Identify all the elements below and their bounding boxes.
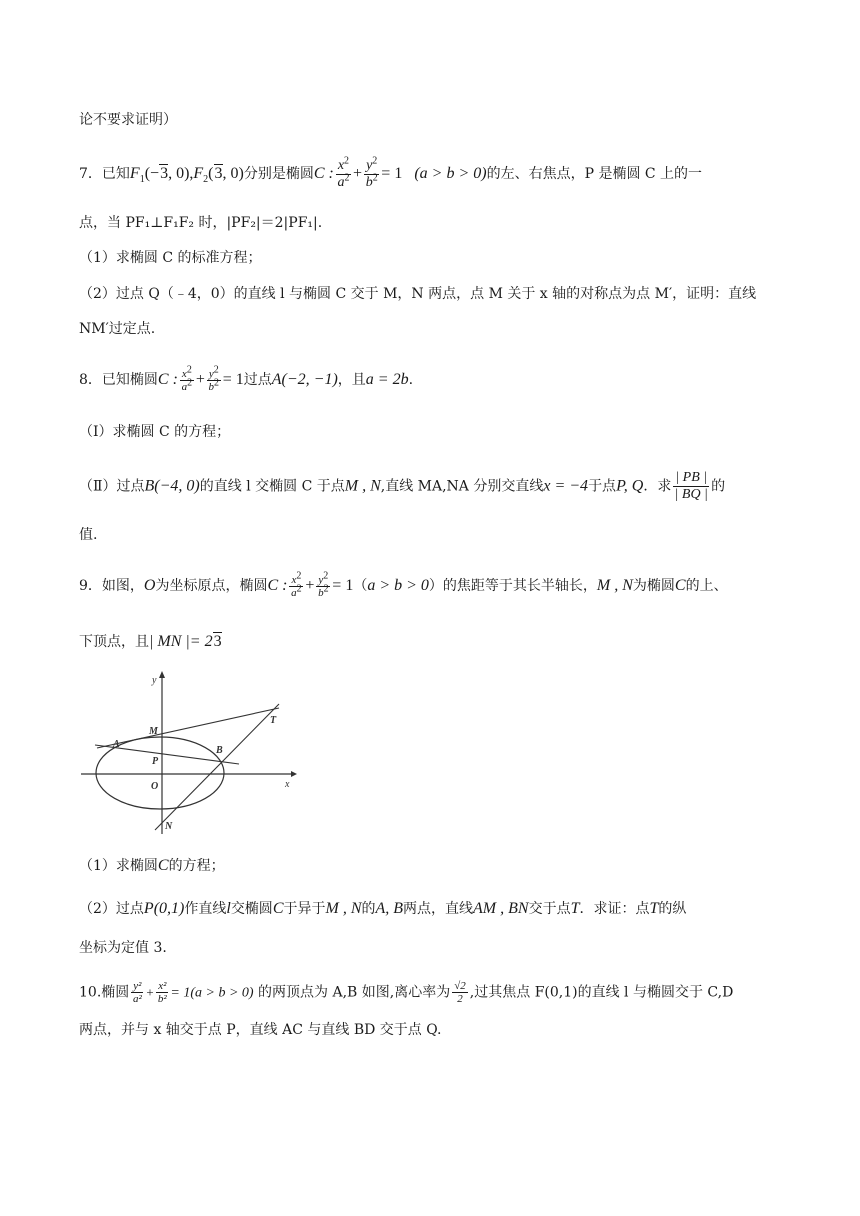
text: 的直线 l 交椭圆 C 于点 xyxy=(199,478,345,495)
text: （2）过点 Q（﹣4，0）的直线 l 与椭圆 C 交于 M，N 两点，点 M 关于 x 轴的对称点为点 M′，证明：直线 xyxy=(79,286,757,302)
text: 为椭圆 xyxy=(632,578,675,595)
math-pq: P, Q xyxy=(616,477,644,495)
label-y: y xyxy=(152,675,157,686)
q7-line2 xyxy=(79,212,322,234)
q7-line1 xyxy=(79,155,703,191)
text: （Ⅰ）求椭圆 C 的方程； xyxy=(79,424,231,440)
math-o: O xyxy=(143,577,156,595)
q9-part2-cont xyxy=(79,937,167,959)
q8-part2-cont xyxy=(79,524,97,546)
text: ,过其焦点 F(0,1)的直线 l 与椭圆交于 C,D xyxy=(469,984,734,1001)
text: 交于点 xyxy=(528,901,571,917)
math-mn: M , N xyxy=(596,577,633,595)
text: 分别是椭圆 xyxy=(243,166,314,183)
math-f1: $F_1(-3$, $0),F_2(3$, 0) xyxy=(129,165,244,186)
text: 交椭圆 xyxy=(230,901,273,917)
math-ellipse: C : $\frac{x^2}{a^2}$ + $\frac{y^2}{b^2}$ = 1 (a > b > 0) xyxy=(313,155,487,190)
text: ，且 xyxy=(337,372,366,389)
text: （ xyxy=(353,578,368,595)
q9-part2 xyxy=(79,898,686,920)
math-mn-length: | MN |= 23 xyxy=(149,633,222,650)
text: 10.椭圆 xyxy=(79,984,130,1001)
text: 为坐标原点，椭圆 xyxy=(155,578,268,595)
text: 的 xyxy=(711,478,726,495)
math-mn: M , N xyxy=(344,477,381,495)
text: 于异于 xyxy=(283,901,326,917)
ellipse-figure xyxy=(79,668,301,838)
text: 的上、 xyxy=(685,578,728,595)
math-c: C xyxy=(157,857,169,874)
text: ．求 xyxy=(643,478,672,495)
math-ambn: AM , BN xyxy=(473,900,529,917)
text: 7．已知 xyxy=(79,166,130,183)
math-l: l xyxy=(226,900,231,917)
text: 点，当 PF₁⊥F₁F₂ 时，|PF₂|＝2|PF₁|. xyxy=(79,215,323,231)
q8-part1 xyxy=(79,421,230,443)
label-m: M xyxy=(149,726,158,737)
q9-line2 xyxy=(79,631,222,653)
paragraph-continuation xyxy=(79,109,177,131)
text: 作直线 xyxy=(184,901,227,917)
q7-part2 xyxy=(79,283,756,305)
math-point-a: A(−2, −1) xyxy=(271,371,338,389)
text: 的 xyxy=(361,901,376,917)
text: 8．已知椭圆 xyxy=(79,372,158,389)
text: 的两顶点为 A,B 如图,离心率为 xyxy=(258,984,451,1001)
text: ,直线 MA,NA 分别交直线 xyxy=(380,478,544,495)
q10-line2 xyxy=(79,1019,441,1041)
text: 9．如图， xyxy=(79,578,144,595)
text: （1）求椭圆 C 的标准方程； xyxy=(79,250,262,266)
text: （1）求椭圆 xyxy=(79,858,158,874)
q7-part1 xyxy=(79,247,262,269)
math-cond: a > b > 0 xyxy=(367,577,429,595)
math-t: T xyxy=(649,900,659,917)
text: . xyxy=(408,372,414,389)
math-eq: = 1(a > b > 0) xyxy=(170,985,254,1001)
text: 过点 xyxy=(243,372,272,389)
q9-part1 xyxy=(79,855,225,877)
text: 下顶点，且 xyxy=(79,634,149,650)
label-x: x xyxy=(285,779,290,790)
text: 于点 xyxy=(588,478,617,495)
math-ellipse: C : $\frac{x^2}{a^2}$ + $\frac{y^2}{b^2}$ = 1 xyxy=(267,570,354,599)
math-t: T xyxy=(570,900,580,917)
q9-line1 xyxy=(79,570,728,599)
math-c: C xyxy=(674,577,686,595)
line-at xyxy=(97,708,279,748)
math-ab: A, B xyxy=(375,900,404,917)
math-p: P(0,1) xyxy=(143,900,185,917)
text: 两点，并与 x 轴交于点 P，直线 AC 与直线 BD 交于点 Q. xyxy=(79,1022,442,1038)
math-eccentricity: $\frac{√2}{2}$ xyxy=(454,980,466,1005)
text: 论不要求证明） xyxy=(79,112,177,128)
q8-part2 xyxy=(79,470,725,503)
text: （Ⅱ）过点 xyxy=(79,478,145,495)
math-mn: M , N xyxy=(325,900,362,917)
math-line: x = −4 xyxy=(543,477,589,495)
text: 的方程； xyxy=(168,858,225,874)
q7-part2-cont xyxy=(79,318,155,340)
text: （2）过点 xyxy=(79,901,144,917)
math-frac-x: $\frac{\text{x²}}{\text{b²}}$ xyxy=(157,980,167,1005)
text: 两点，直线 xyxy=(403,901,474,917)
text: 值. xyxy=(79,527,98,543)
math-cond: a = 2b xyxy=(365,371,409,389)
math-ratio: $\frac{| PB |}{| BQ |}$ xyxy=(674,470,708,502)
text: 坐标为定值 3. xyxy=(79,940,167,956)
q10-line1: 10.椭圆 $\frac{\text{y²}}{\text{a²}}$ + $\frac{\text{x²}}{\text{b²}}$ = 1(a > b > 0) 的两顶点为 A,B 如图,离心率为 $\frac{√2}{2}$ ,过其焦点 F(0,1)的直线 l 与椭圆交于 C,D xyxy=(79,980,734,1005)
line-nt xyxy=(155,704,279,830)
math-c: C xyxy=(272,900,284,917)
text: 的纵 xyxy=(658,901,687,917)
math-ellipse: C : $\frac{x^2}{a^2}$ + $\frac{y^2}{b^2}$ = 1 xyxy=(157,364,244,393)
text: ．求证：点 xyxy=(579,901,650,917)
q8-line1 xyxy=(79,364,414,393)
y-axis-arrow xyxy=(159,671,165,678)
label-n: N xyxy=(165,821,173,832)
text: 的左、右焦点，P 是椭圆 C 上的一 xyxy=(486,166,703,183)
label-b: B xyxy=(216,745,223,756)
text: ）的焦距等于其长半轴长， xyxy=(428,578,597,595)
x-axis-arrow xyxy=(291,771,297,777)
text: NM′过定点. xyxy=(79,321,156,337)
label-p: P xyxy=(152,756,159,767)
math-point-b: B(−4, 0) xyxy=(144,477,200,495)
label-a: A xyxy=(113,739,120,750)
math-frac-y: $\frac{\text{y²}}{\text{a²}}$ xyxy=(132,980,142,1005)
label-t: T xyxy=(270,715,277,726)
label-o: O xyxy=(151,781,159,792)
